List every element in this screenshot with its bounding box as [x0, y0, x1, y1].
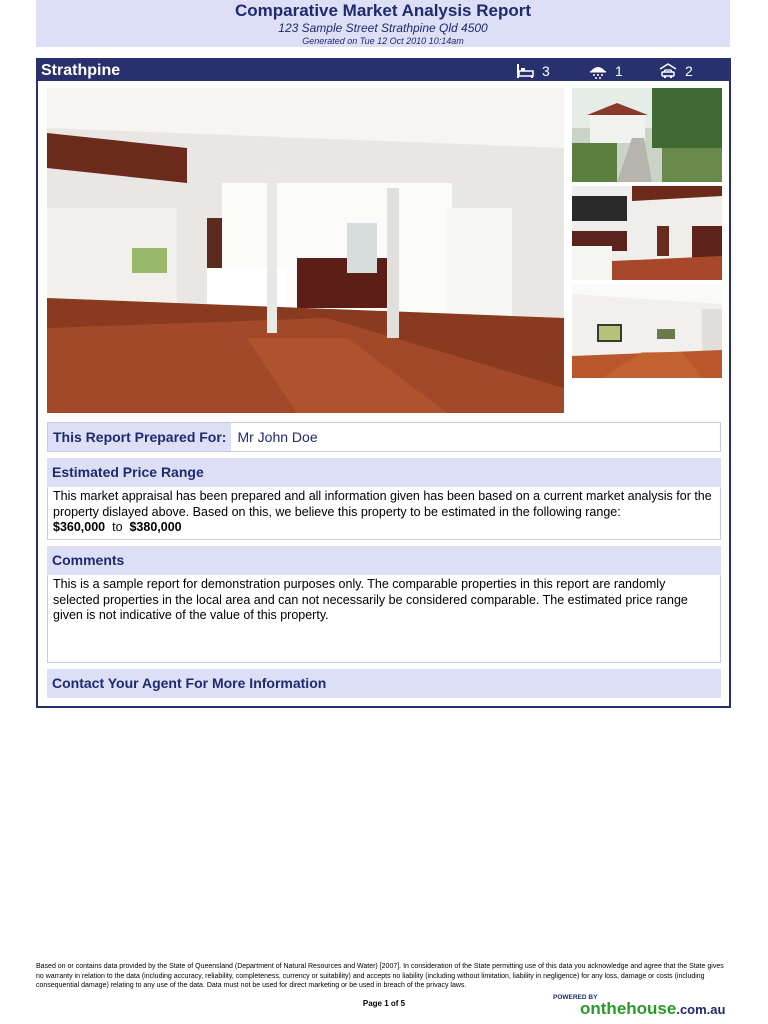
price-range-body: [47, 487, 721, 540]
contact-section: [47, 669, 721, 698]
price-low: $360,000: [53, 520, 106, 534]
contact-agent-heading[interactable]: Contact Your Agent For More Information: [47, 669, 721, 698]
property-title-bar: [38, 60, 729, 81]
price-range-section: [47, 458, 721, 540]
thumbnail-living-room[interactable]: [572, 284, 722, 378]
property-panel: [36, 58, 731, 708]
prepared-for-row: [47, 422, 721, 452]
comments-heading: Comments: [47, 546, 721, 575]
thumbnail-exterior[interactable]: [572, 88, 722, 182]
prepared-for-label: This Report Prepared For:: [48, 423, 231, 451]
shower-icon: [589, 63, 607, 79]
data-disclaimer: Based on or contains data provided by the State of Queensland (Department of Natural Resources and Water) [2007]. In consideration of the State permitting use of this data you acknowledge and agree that the State gives no warranty in relation to the data (including accuracy, reliability, completeness, currency or suitability) and accepts no liability (including without limitation, liability in negligence) for any loss, damage or costs (including consequential damage) relating to any use of the data. Data must not be used for direct marketing or be used in breach of the privacy laws.: [36, 963, 724, 989]
baths-count: 1: [615, 62, 623, 79]
cars-feature: [659, 62, 693, 79]
main-property-photo[interactable]: [47, 88, 564, 413]
beds-count: 3: [542, 62, 550, 79]
logo-suffix-text: .com.au: [676, 1002, 726, 1017]
beds-feature: [516, 62, 550, 79]
price-range-heading: Estimated Price Range: [47, 458, 721, 487]
logo-main-text: onthehouse: [580, 999, 677, 1018]
powered-by-label: POWERED BY: [553, 994, 598, 1001]
page-number: Page 1 of 5: [362, 999, 406, 1008]
baths-feature: [589, 62, 623, 79]
comments-body: [47, 575, 721, 663]
car-icon: [659, 63, 677, 79]
price-separator: to: [112, 520, 123, 534]
bed-icon: [516, 63, 534, 79]
comments-text: This is a sample report for demonstration purposes only. The comparable properties in this report are randomly selected properties in the local area and can not necessarily be considered comparable. The estimated price range given is not indicative of the value of this property.: [53, 577, 688, 622]
onthehouse-logo[interactable]: [580, 999, 725, 1019]
property-address: 123 Sample Street Strathpine Qld 4500: [278, 21, 488, 35]
thumbnail-kitchen[interactable]: [572, 186, 722, 280]
price-range-text: This market appraisal has been prepared and all information given has been based on a current market analysis for the property dislayed above. Based on this, we believe this property to be estimated in the following range:: [53, 489, 712, 519]
generated-date: Generated on Tue 12 Oct 2010 10:14am: [302, 36, 464, 46]
comments-section: [47, 546, 721, 663]
report-header: [36, 0, 730, 47]
suburb-name: Strathpine: [41, 62, 121, 79]
report-title: Comparative Market Analysis Report: [234, 1, 532, 20]
cars-count: 2: [685, 62, 693, 79]
client-name: Mr John Doe: [237, 429, 318, 445]
price-high: $380,000: [129, 520, 182, 534]
